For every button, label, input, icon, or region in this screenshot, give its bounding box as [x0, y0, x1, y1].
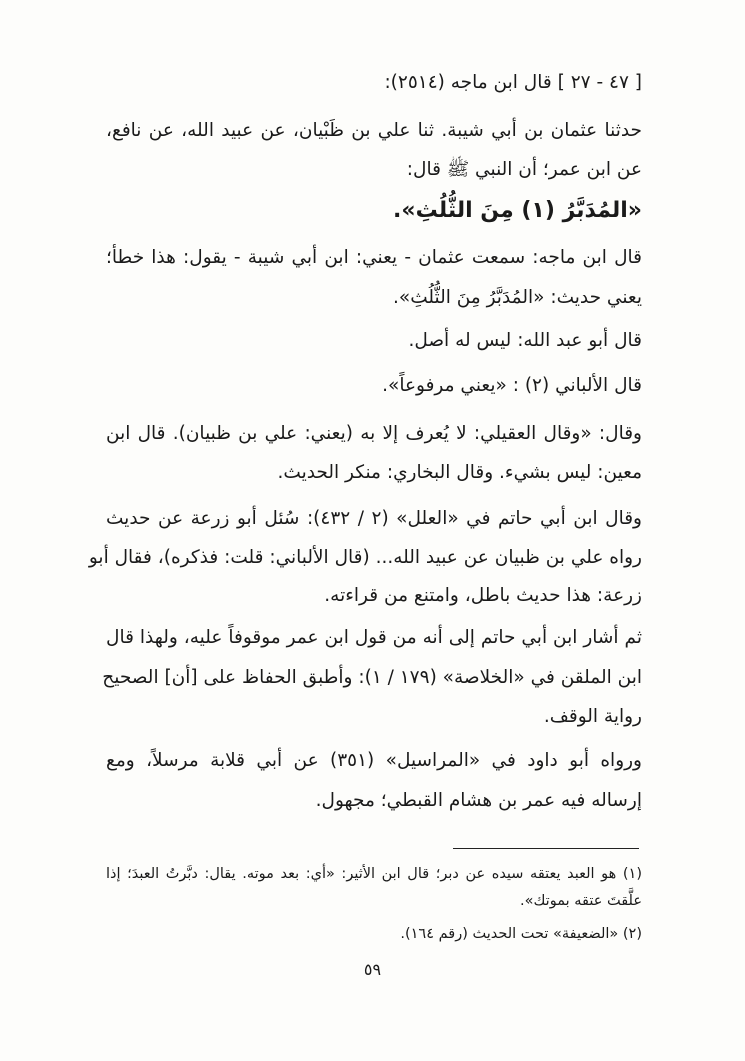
- footnote: (١) هو العبد يعتقه سيده عن دبر؛ قال ابن الأثير: «أي: بعد موته. يقال: دبَّرتُ العبدَ؛ إذا: [106, 866, 642, 882]
- text-line: إرساله فيه عمر بن هشام القبطي؛ مجهول.: [315, 790, 642, 811]
- text-line: قال ابن ماجه: سمعت عثمان - يعني: ابن أبي شيبة - يقول: هذا خطأ؛: [106, 247, 642, 268]
- text-line: رواية الوقف.: [543, 706, 642, 727]
- text-line: زرعة: هذا حديث باطل، وامتنع من قراءته.: [324, 585, 642, 606]
- text-line: معين: ليس بشيء. وقال البخاري: منكر الحديث.: [277, 462, 642, 483]
- text-line: وقال: «وقال العقيلي: لا يُعرف إلا به (يعني: علي بن ظبيان). قال ابن: [106, 423, 642, 444]
- page-number: ٥٩: [363, 960, 382, 979]
- footnote-divider: [453, 848, 639, 849]
- text-line: ابن الملقن في «الخلاصة» (١٧٩ / ١): وأطبق الحفاظ على [أن] الصحيح: [102, 667, 642, 688]
- text-line: رواه علي بن ظبيان عن عبيد الله... (قال الألباني: قلت: فذكره)، فقال أبو: [88, 547, 642, 568]
- text-line: ورواه أبو داود في «المراسيل» (٣٥١) عن أبي قلابة مرسلاً، ومع: [106, 750, 642, 771]
- text-line: قال أبو عبد الله: ليس له أصل.: [408, 330, 642, 351]
- footnote: (٢) «الضعيفة» تحت الحديث (رقم ١٦٤).: [400, 926, 642, 942]
- text-line: يعني حديث: «المُدَبَّرُ مِنَ الثُّلُثِ».: [393, 287, 642, 308]
- hadith-text: «المُدَبَّرُ (١) مِنَ الثُّلُثِ».: [393, 198, 642, 223]
- text-line: وقال ابن أبي حاتم في «العلل» (٢ / ٤٣٢): سُئل أبو زرعة عن حديث: [106, 508, 642, 529]
- text-line: قال الألباني (٢) : «يعني مرفوعاً».: [382, 375, 642, 396]
- text-line: عن ابن عمر؛ أن النبي ﷺ قال:: [406, 159, 642, 180]
- text-line: ثم أشار ابن أبي حاتم إلى أنه من قول ابن عمر موقوفاً عليه، ولهذا قال: [106, 627, 642, 648]
- footnote: علَّقتَ عتقه بموتك».: [519, 893, 642, 909]
- text-line: حدثنا عثمان بن أبي شيبة. ثنا علي بن ظَبْيان، عن عبيد الله، عن نافع،: [106, 120, 642, 141]
- hadith-header: [ ٤٧ - ٢٧ ] قال ابن ماجه (٢٥١٤):: [384, 72, 642, 93]
